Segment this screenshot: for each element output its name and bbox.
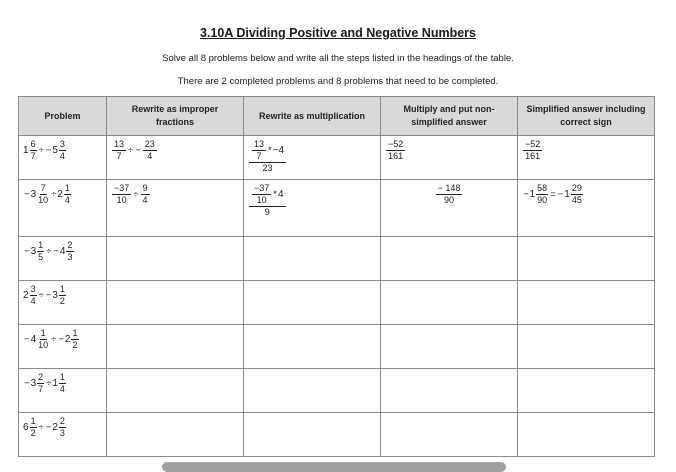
problem-expression <box>23 372 67 395</box>
denominator: 4 <box>142 195 148 205</box>
whole-2: 2 <box>57 189 63 200</box>
numerator: −52 <box>525 139 541 149</box>
improper-expression <box>111 139 158 162</box>
fraction-2 <box>66 240 73 263</box>
lhs-whole: 1 <box>529 189 536 200</box>
operator: ÷ <box>128 145 134 156</box>
denominator: 90 <box>537 195 548 205</box>
fraction-1 <box>112 183 131 206</box>
table-header-row <box>19 97 655 136</box>
numerator: 1 <box>30 416 36 426</box>
fraction-2 <box>59 139 66 162</box>
compound-numerator <box>249 183 286 207</box>
denominator: 7 <box>30 151 36 161</box>
whole-1: 6 <box>23 422 29 433</box>
improper-expression <box>111 183 151 206</box>
header-simplified: Simplified answer including correct sign <box>518 97 655 136</box>
denominator: 4 <box>30 296 36 306</box>
sign-2: − <box>53 246 59 257</box>
sign-2: − <box>45 422 52 433</box>
fraction-2 <box>71 328 78 351</box>
problem-expression <box>23 183 72 206</box>
numerator: 6 <box>30 139 36 149</box>
rhs-fraction <box>571 183 583 206</box>
numerator: 1 <box>59 372 65 382</box>
whole-1: 2 <box>23 290 29 301</box>
whole-2: 2 <box>64 334 71 345</box>
numerator: 13 <box>254 139 265 149</box>
product-fraction <box>386 139 405 162</box>
product-cell[interactable] <box>381 281 518 325</box>
lhs-sign: − <box>523 189 529 200</box>
product-cell <box>381 136 518 180</box>
compound-fraction <box>249 183 286 218</box>
whole-2: 5 <box>52 145 58 156</box>
denominator: 161 <box>525 151 541 161</box>
header-improper: Rewrite as improper fractions <box>107 97 244 136</box>
simplified-cell[interactable] <box>518 281 655 325</box>
improper-cell[interactable] <box>107 281 244 325</box>
sign-2: − <box>45 145 52 156</box>
problem-expression <box>23 284 67 307</box>
problem-cell <box>19 369 107 413</box>
fraction-2 <box>143 139 157 162</box>
denominator: 2 <box>30 428 36 438</box>
compound-denominator: 23 <box>262 163 273 173</box>
denominator: 10 <box>38 340 49 350</box>
fraction-1 <box>252 183 271 206</box>
fraction-2 <box>59 284 66 307</box>
table-row <box>19 369 655 413</box>
whole-2: 3 <box>52 290 58 301</box>
simplified-cell[interactable] <box>518 237 655 281</box>
simplified-cell[interactable] <box>518 325 655 369</box>
header-multiplication: Rewrite as multiplication <box>244 97 381 136</box>
horizontal-scrollbar[interactable] <box>162 462 506 472</box>
product-wrapper <box>385 183 513 206</box>
factor-2: 4 <box>277 189 284 200</box>
whole-1: 3 <box>30 246 37 257</box>
simplified-cell <box>518 136 655 180</box>
simplified-fraction <box>523 139 542 162</box>
operator: ÷ <box>38 422 44 433</box>
sign-2: − <box>58 334 64 345</box>
rhs-sign: − <box>557 189 564 200</box>
equals: = <box>550 189 556 200</box>
operator: ÷ <box>133 189 139 200</box>
sign-1: − <box>24 334 30 345</box>
problem-cell <box>19 413 107 457</box>
operator: * <box>273 189 277 200</box>
numerator: −37 <box>254 183 270 193</box>
whole-1: 1 <box>23 145 29 156</box>
fraction-1 <box>30 284 37 307</box>
header-product: Multiply and put non-simplified answer <box>381 97 518 136</box>
sign-1: − <box>24 189 30 200</box>
sign-1: − <box>24 378 30 389</box>
problem-cell <box>19 281 107 325</box>
numerator: −52 <box>388 139 404 149</box>
numerator: 29 <box>571 183 582 193</box>
problem-expression <box>23 328 80 351</box>
numerator: 58 <box>537 183 548 193</box>
fraction-2 <box>59 416 66 439</box>
problem-cell <box>19 237 107 281</box>
improper-cell[interactable] <box>107 369 244 413</box>
problem-cell <box>19 136 107 180</box>
numerator: 1 <box>40 328 46 338</box>
table-row <box>19 413 655 457</box>
simplified-cell <box>518 180 655 237</box>
fraction-1 <box>30 416 37 439</box>
denominator: 4 <box>59 384 65 394</box>
problem-expression <box>23 416 67 439</box>
compound-fraction <box>249 139 286 174</box>
problem-cell <box>19 180 107 237</box>
denominator: 2 <box>72 340 78 350</box>
compound-denominator: 9 <box>264 207 270 217</box>
improper-cell[interactable] <box>107 325 244 369</box>
denominator: 161 <box>388 151 404 161</box>
instructions-line-2: There are 2 completed problems and 8 problems that need to be completed. <box>177 76 499 87</box>
lhs-fraction <box>536 183 548 206</box>
fraction-1 <box>37 328 49 351</box>
fraction-1 <box>252 139 266 162</box>
sign-2: − <box>135 145 141 156</box>
factor-2: −4 <box>272 145 285 156</box>
numerator: −37 <box>114 183 130 193</box>
denominator: 10 <box>116 195 127 205</box>
multiplication-cell[interactable] <box>244 237 381 281</box>
problems-table <box>18 96 655 457</box>
denominator: 3 <box>59 428 65 438</box>
table-row <box>19 237 655 281</box>
multiplication-cell[interactable] <box>244 413 381 457</box>
whole-1: 3 <box>30 189 37 200</box>
numerator: 1 <box>64 183 70 193</box>
rhs-whole: 1 <box>564 189 570 200</box>
numerator: 7 <box>40 183 46 193</box>
simplified-expression <box>522 183 584 206</box>
table-row <box>19 180 655 237</box>
fraction-2 <box>141 183 150 206</box>
operator: * <box>268 145 272 156</box>
whole-2: 2 <box>52 422 58 433</box>
fraction-1 <box>112 139 126 162</box>
product-cell[interactable] <box>381 237 518 281</box>
improper-cell[interactable] <box>107 237 244 281</box>
operator: ÷ <box>51 189 57 200</box>
sign-1: − <box>24 246 30 257</box>
problem-cell <box>19 325 107 369</box>
numerator: 2 <box>59 416 65 426</box>
numerator: 13 <box>114 139 125 149</box>
product-cell <box>381 180 518 237</box>
operator: ÷ <box>38 145 44 156</box>
compound-numerator <box>249 139 286 163</box>
whole-2: 1 <box>52 378 58 389</box>
instructions-line-1: Solve all 8 problems below and write all the steps listed in the headings of the table. <box>162 53 514 64</box>
problem-expression <box>23 139 67 162</box>
multiplication-cell <box>244 180 381 237</box>
denominator: 90 <box>443 195 454 205</box>
fraction-1 <box>30 139 37 162</box>
whole-1: 4 <box>30 334 37 345</box>
operator: ÷ <box>46 378 52 389</box>
table-row <box>19 136 655 180</box>
denominator: 10 <box>256 195 267 205</box>
header-problem: Problem <box>19 97 107 136</box>
denominator: 4 <box>147 151 153 161</box>
improper-cell <box>107 180 244 237</box>
numerator: 3 <box>30 284 36 294</box>
product-fraction <box>436 183 463 206</box>
fraction-1 <box>37 240 44 263</box>
multiplication-cell[interactable] <box>244 325 381 369</box>
denominator: 4 <box>64 195 70 205</box>
fraction-2 <box>64 183 71 206</box>
fraction-1 <box>37 183 49 206</box>
page-title: 3.10A Dividing Positive and Negative Numbers <box>199 26 476 40</box>
denominator: 3 <box>67 252 73 262</box>
denominator: 7 <box>256 151 262 161</box>
denominator: 7 <box>38 384 44 394</box>
numerator: 1 <box>38 240 44 250</box>
whole-2: 4 <box>59 246 66 257</box>
numerator: 2 <box>67 240 73 250</box>
numerator: 1 <box>72 328 78 338</box>
numerator: − 148 <box>437 183 461 193</box>
operator: ÷ <box>46 246 52 257</box>
numerator: 2 <box>38 372 44 382</box>
problem-expression <box>23 240 75 263</box>
operator: ÷ <box>38 290 44 301</box>
denominator: 45 <box>571 195 582 205</box>
table-row <box>19 325 655 369</box>
whole-1: 3 <box>30 378 37 389</box>
denominator: 7 <box>116 151 122 161</box>
numerator: 23 <box>144 139 155 149</box>
denominator: 5 <box>38 252 44 262</box>
simplified-cell[interactable] <box>518 413 655 457</box>
numerator: 1 <box>59 284 65 294</box>
operator: ÷ <box>51 334 57 345</box>
denominator: 2 <box>59 296 65 306</box>
fraction-2 <box>59 372 66 395</box>
improper-cell <box>107 136 244 180</box>
product-cell[interactable] <box>381 413 518 457</box>
denominator: 4 <box>59 151 65 161</box>
numerator: 9 <box>142 183 148 193</box>
numerator: 3 <box>59 139 65 149</box>
sign-2: − <box>45 290 52 301</box>
multiplication-cell <box>244 136 381 180</box>
product-cell[interactable] <box>381 369 518 413</box>
simplified-cell[interactable] <box>518 369 655 413</box>
table-row <box>19 281 655 325</box>
denominator: 10 <box>38 195 49 205</box>
fraction-1 <box>37 372 44 395</box>
multiplication-cell[interactable] <box>244 369 381 413</box>
multiplication-cell[interactable] <box>244 281 381 325</box>
improper-cell[interactable] <box>107 413 244 457</box>
product-cell[interactable] <box>381 325 518 369</box>
